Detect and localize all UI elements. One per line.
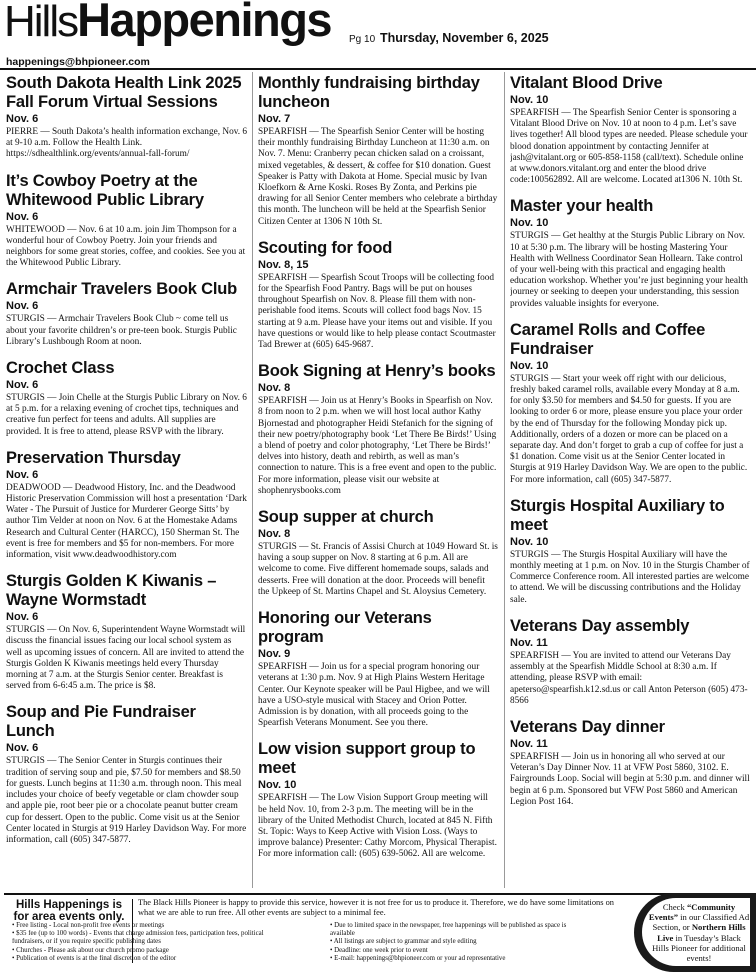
event-listing	[6, 449, 248, 561]
event-date: Nov. 6	[6, 742, 39, 755]
logo-happenings: Happenings	[77, 0, 332, 46]
event-body: SPEARFISH — The Low Vision Support Group meeting will be held Nov. 10, from 2-3 p.m. The meeting will be in the library of the United Methodist Church, located at 845 N. Fifth St. Topic: Ways to Keep Active with Vision Loss. (Ways to improve balance) Presenter: Cathy Morcom, Physical Therapist. For more information call: (605) 639-5062. All are welcome.	[258, 793, 497, 860]
footer-rule-line: • Due to limited space in the newspaper, free happenings will be published as space is	[330, 922, 567, 929]
event-title: Soup and Pie Fundraiser Lunch	[6, 703, 196, 741]
promo-text-c: in our Classified Ad Section, or	[652, 912, 750, 933]
event-listing	[510, 197, 750, 309]
event-listing	[258, 74, 498, 228]
footer-rule-line: fundraisers, or if you require specific publishing dates	[12, 938, 161, 946]
event-date: Nov. 10	[510, 217, 549, 230]
footer-rules-right	[330, 922, 626, 963]
event-body: SPEARFISH — You are invited to attend our Veterans Day assembly at the Spearfish Middle School at 8:30 a.m. If attending, please RSVP with email: apeterso@spearfish.k12.sd.us or call Anton Peterson (605) 473-8566	[510, 650, 748, 706]
event-title: Armchair Travelers Book Club	[6, 280, 237, 299]
event-listing	[258, 740, 498, 860]
event-body: SPEARFISH — Spearfish Scout Troops will be collecting food for the Spearfish Food Pantry. Bags will be put on houses throughout Spearfish on Nov. 8. Please fill them with non-perishable food items. Scouts will collect food bags Nov. 15 starting at 9 a.m. Please have your items out and visible. If you have questions or would like to help please contact Scoutmaster Tad Brewer at (605) 645-9687.	[258, 272, 496, 351]
footer-rule-line: available	[330, 930, 355, 938]
event-date: Nov. 6	[6, 379, 39, 392]
event-date: Nov. 10	[510, 535, 549, 548]
column-2	[258, 74, 498, 890]
event-date: Nov. 6	[6, 300, 39, 313]
event-listing	[6, 280, 248, 348]
event-listing	[510, 74, 750, 186]
event-date: Nov. 6	[6, 210, 39, 223]
event-date: Nov. 10	[510, 94, 549, 106]
promo-community-events: “Community Events”	[648, 902, 736, 923]
event-body: STURGIS — Join Chelle at the Sturgis Public Library on Nov. 6 at 5 p.m. for a relaxing evening of crochet tips, techniques and creative fun perfect for teens and adults. All supplies are provided. It is free to attend, please RSVP with the library.	[6, 393, 247, 437]
event-body: SPEARFISH — The Spearfish Senior Center is sponsoring a Vitalant Blood Drive on Nov. 10 at noon to 4 p.m. Let’s save lives together! All blood types are needed. Please schedule your blood donation appointment by contacting Jennifer at jash@vitalant.org or 605-858-1158 (call/text). Schedule online at www.donors.vitalant.org and enter the blood drive code:100562892. All are welcome. Located at1306 N. 10th St.	[510, 108, 748, 186]
event-date: Nov. 7	[258, 113, 291, 125]
issue-date: Thursday, November 6, 2025	[380, 31, 549, 45]
footer-rule-line: • All listings are subject to grammar and style editing	[330, 938, 477, 946]
event-body: SPEARFISH — Join us at Henry’s Books in Spearfish on Nov. 8 from noon to 2 p.m. when we will host local author Kathy Bjornestad and photographer Heidi Stefanich for the signing of their new poetry/photography book ‘Let There Be Birds!’ Using a blend of poetry and color photography, ‘Let There be Birds!’ delves into history, death and rebirth, as well as man’s connection to nature. This is a free event and open to the public. For more information, please visit our website at shophenrysbooks.com	[258, 396, 497, 496]
event-date: Nov. 6	[6, 611, 39, 624]
column-1	[6, 74, 248, 890]
event-date: Nov. 10	[510, 359, 549, 372]
event-listing	[510, 718, 750, 808]
event-body: STURGIS — St. Francis of Assisi Church at 1049 Howard St. is having a soup supper on Nov. 8 starting at 6 p.m. All are welcome to come. Five different homemade soups, salads and desserts. Free will donation at the door. Proceeds will benefit the Upkeep of St. Martins Chapel and St. Aloysius Cemetery.	[258, 542, 498, 597]
event-listing	[6, 359, 248, 438]
event-listing	[258, 508, 498, 598]
event-title: Scouting for food	[258, 238, 393, 257]
event-date: Nov. 10	[258, 779, 297, 792]
newspaper-logo	[4, 0, 331, 44]
event-listing	[6, 74, 248, 161]
event-listing	[510, 617, 750, 707]
footer-rule-line: • Churches - Please ask about our church promo package	[12, 946, 169, 954]
event-listing	[6, 703, 248, 846]
event-listing	[258, 362, 498, 497]
event-title: South Dakota Health Link 2025 Fall Forum Virtual Sessions	[6, 74, 242, 111]
promo-northern-hills-live: Northern Hills Live	[657, 922, 746, 943]
event-title: Low vision support group to meet	[258, 740, 476, 778]
event-title: Book Signing at Henry’s books	[258, 362, 496, 381]
event-date: Nov. 8, 15	[258, 258, 309, 271]
event-date: Nov. 6	[6, 468, 39, 481]
event-body: STURGIS — Start your week off right with our delicious, freshly baked caramel rolls, available every Monday at 8 a.m. for only $3.50 for members and $4.50 for guests. If you are looking to order 6 or more, please ensure you place your order by the end of Thursday for the following Monday pick up. Additionally, orders of a dozen or more can be placed on a separate day. And don’t forget to grab a cup of coffee for just a $1 donation. Come visit us at the Senior Center located in Sturgis at 919 Harley Davidson Way. We are open to the public. For more information, call (605) 347-5877.	[510, 373, 748, 485]
masthead-rule	[0, 68, 756, 70]
event-body: DEADWOOD — Deadwood History, Inc. and the Deadwood Historic Preservation Commission will host a presentation ‘Dark Water - The Pursuit of Justice for Murderer George Sitts’ by author Tim Velder at noon on Nov. 6 at the Homestake Adams Research and Cultural Center (HARCC), 150 Sherman St. The event is free for members and $5 for non-members. For more information, visit www.deadwoodhistory.com	[6, 482, 247, 561]
promo-text-e: in Tuesday’s Black Hills Pioneer for additional events!	[652, 932, 746, 964]
contact-email[interactable]: happenings@bhpioneer.com	[6, 56, 150, 68]
event-title: Crochet Class	[6, 359, 115, 378]
event-date: Nov. 6	[6, 113, 39, 125]
event-body: STURGIS — On Nov. 6, Superintendent Wayne Wormstadt will discuss the financial issues facing our local school system as well as upcoming issues of concern. All are invited to attend the Sturgis Golden K Kiwanis meetings held every Thursday morning at 7 a.m. at the Sturgis Senior center. Breakfast is served from 6-6:45 a.m. The price is $8.	[6, 625, 246, 692]
promo-text	[648, 902, 750, 963]
event-body: WHITEWOOD — Nov. 6 at 10 a.m. join Jim Thompson for a wonderful hour of Cowboy Poetry. Join your friends and neighbors for some great stories, coffee, and cookies. See you at the Whitewood Public Library.	[6, 224, 246, 269]
event-title: Honoring our Veterans program	[258, 609, 432, 647]
event-title: Sturgis Golden K Kiwanis – Wayne Wormstadt	[6, 572, 217, 610]
event-body: STURGIS — The Senior Center in Sturgis continues their tradition of serving soup and pie, $7.50 for members and $8.50 for guests. Lunch begins at 11:30 a.m. through noon. This meal includes your choice of beefy vegetable or clam chowder soup and apple pie, root beer pie or a chocolate peanut butter cream cup for dessert. Open to the public. Come visit us at the Senior Center located in Sturgis at 919 Harley Davidson Way. For more information, call (605) 347-5877.	[6, 756, 247, 845]
event-listing	[258, 239, 498, 351]
event-title: Monthly fundraising birthday luncheon	[258, 74, 480, 111]
event-body: SPEARFISH — Join us in honoring all who served at our Veteran’s Day Dinner Nov. 11 at VFW Post 5860, 3102. E. Fairgrounds Loop. Social will begin at 5:30 p.m. and dinner will begin at 6 p.m. Sponsored but VFW Post 5860 and American Legion Post 164.	[510, 751, 750, 807]
footer-intro: The Black Hills Pioneer is happy to provide this service, however it is not free for us to produce it. Therefore, we do have some limitations on what we are able to run free. All other events are subject to a minimal fee.	[138, 898, 614, 917]
footer-title: Hills Happenings is for area events only.	[13, 899, 125, 923]
event-body: STURGIS — Get healthy at the Sturgis Public Library on Nov. 10 at 5:30 p.m. The library will be hosting Mastering Your Health with Wellness Coordinator Sean Hollearn. Take control of your well-being with this practical and engaging health education workshop. Whether you’re just beginning your health journey or seeking to deepen your understanding, this session provides valuable insights for everyone.	[510, 231, 748, 309]
footer-rules-left	[12, 922, 326, 963]
event-listing	[6, 572, 248, 692]
column-3	[510, 74, 750, 890]
event-title: Caramel Rolls and Coffee Fundraiser	[510, 320, 706, 358]
event-date: Nov. 8	[258, 382, 291, 395]
event-listing	[258, 609, 498, 729]
event-title: Vitalant Blood Drive	[510, 74, 663, 92]
event-title: Master your health	[510, 197, 654, 216]
column-divider	[252, 72, 253, 888]
promo-panel	[642, 898, 750, 966]
logo-hills: Hills	[4, 0, 78, 46]
event-title: Soup supper at church	[258, 508, 434, 527]
footer-rule-line: • Publication of events is at the final discretion of the editor	[12, 954, 177, 962]
event-body: STURGIS — Armchair Travelers Book Club ~ come tell us about your favorite children’s or pre-teen book. Sturgis Public Library’s Lushbough Room at noon.	[6, 314, 237, 347]
event-body: PIERRE — South Dakota’s health information exchange, Nov. 6 at 9-10 a.m. Follow the Health Link. https://sdhealthlink.org/events/annual-fall-forum/	[6, 127, 248, 160]
event-date: Nov. 8	[258, 528, 291, 541]
event-listing	[510, 321, 750, 486]
page-number: Pg 10	[349, 34, 376, 45]
masthead	[0, 0, 756, 70]
column-divider	[504, 72, 505, 888]
footer-rule-line: • Deadline: one week prior to event	[330, 946, 428, 954]
event-body: SPEARFISH — Join us for a special program honoring our veterans at 1:30 p.m. Nov. 9 at High Plains Western Heritage Center. Our Keynote speaker will be Paul Higbee, and we will have a USO-style musical with Stacey and Orion Potter. Admission is by donation, with all proceeds going to the Spearfish Veterans Monument. See you there.	[258, 662, 490, 729]
event-title: Veterans Day assembly	[510, 616, 690, 635]
event-date: Nov. 9	[258, 648, 291, 661]
event-date: Nov. 11	[510, 636, 548, 649]
footer-rule-line: • E-mail: happenings@bhpioneer.com or your ad representative	[330, 954, 506, 962]
event-listing	[510, 497, 750, 606]
event-title: It’s Cowboy Poetry at the Whitewood Public Library	[6, 171, 204, 209]
event-body: STURGIS — The Sturgis Hospital Auxiliary will have the monthly meeting at 1 p.m. on Nov. 10 in the Sturgis Chamber of Commerce Conference room. All interested parties are welcome to attend. We will be discussing contributions and the Holiday sale.	[510, 549, 750, 605]
event-body: SPEARFISH — The Spearfish Senior Center will be hosting their monthly fundraising Birthday Luncheon at 11:30 a.m. on Nov. 7. Menu: Cranberry pecan chicken salad on a croissant, mixed vegetables, & dessert, & coffee for $10 donation. Guest Speaker is Patty with Dakota at Home. Special music by Ivan Kloefkorn & Arne Koski. Roses By Zonta, and Perkins pie drawing for all Senior Center members who celebrate a birthday this month. The luncheon will be held at the Spearfish Senior Citizen Center at 1306 N 10th St.	[258, 127, 498, 227]
submission-guidelines-footer	[4, 893, 752, 971]
event-listing	[6, 172, 248, 270]
event-title: Preservation Thursday	[6, 448, 181, 467]
footer-rule-line: • $35 fee (up to 100 words) - Events that charge admission fees, participation fees, political	[12, 930, 264, 938]
event-title: Veterans Day dinner	[510, 717, 665, 736]
event-title: Sturgis Hospital Auxiliary to meet	[510, 496, 725, 534]
footer-rule-line: • Free listing - Local non-profit free events or meetings	[12, 922, 165, 929]
promo-text-a: Check	[662, 902, 687, 912]
event-date: Nov. 11	[510, 737, 548, 750]
community-events-promo	[634, 893, 756, 972]
